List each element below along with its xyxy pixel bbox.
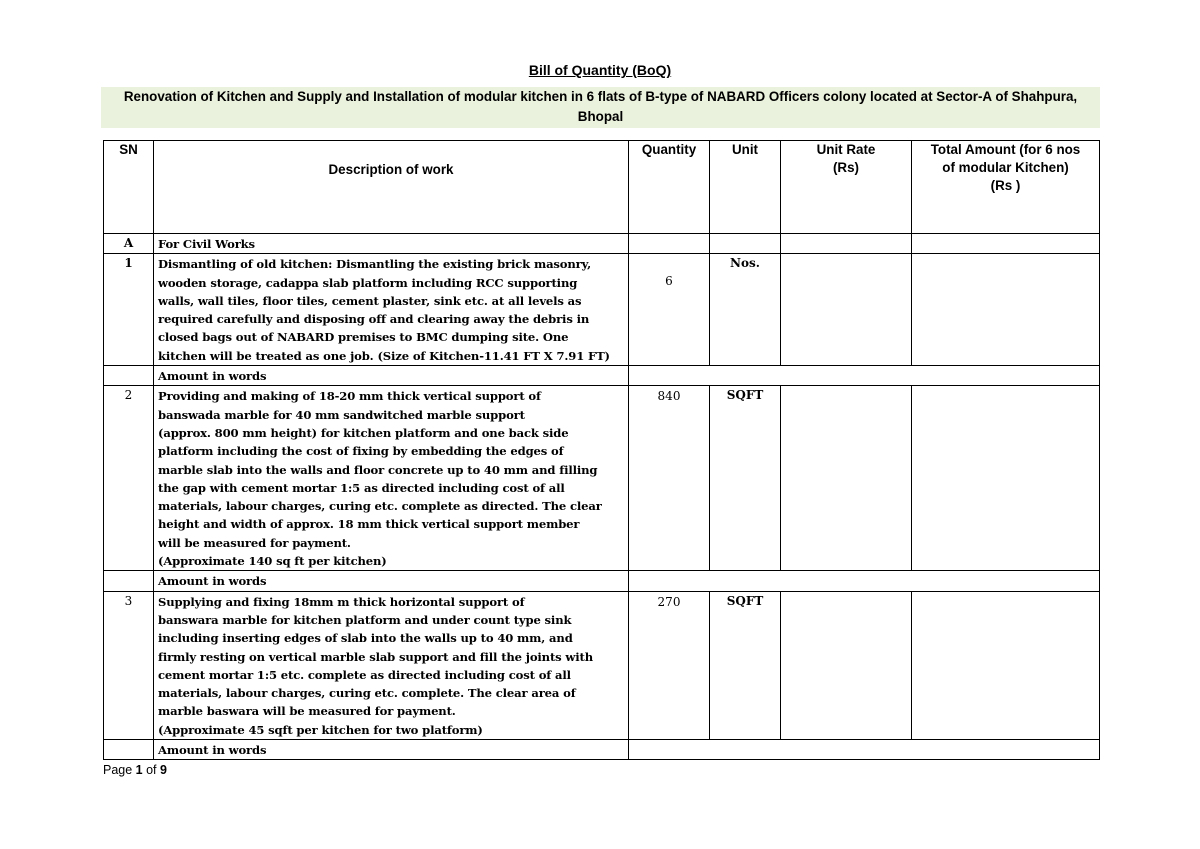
item-quantity: 270 bbox=[629, 591, 710, 739]
item-total-cell[interactable] bbox=[912, 386, 1100, 571]
item-sn: 2 bbox=[104, 386, 154, 571]
item-quantity: 6 bbox=[629, 254, 710, 366]
amount-in-words-cell[interactable] bbox=[629, 740, 1100, 760]
section-label: For Civil Works bbox=[154, 234, 629, 254]
amount-in-words-cell[interactable] bbox=[629, 571, 1100, 591]
desc-line: platform including the cost of fixing by embedding the edges of bbox=[158, 444, 564, 459]
item-total-cell[interactable] bbox=[912, 254, 1100, 366]
item-unit: SQFT bbox=[710, 591, 781, 739]
document-title: Bill of Quantity (BoQ) bbox=[528, 62, 672, 78]
header-total-amount bbox=[912, 141, 1100, 234]
table-row bbox=[104, 254, 1100, 366]
desc-line: materials, labour charges, curing etc. complete as directed. The clear bbox=[158, 499, 602, 514]
item-sn: 1 bbox=[104, 254, 154, 366]
item-quantity: 840 bbox=[629, 386, 710, 571]
desc-line: (Approximate 140 sq ft per kitchen) bbox=[158, 554, 387, 569]
desc-line: firmly resting on vertical marble slab support and fill the joints with bbox=[158, 649, 593, 664]
item-sn: 3 bbox=[104, 591, 154, 739]
amount-words-row bbox=[104, 366, 1100, 386]
section-row bbox=[104, 234, 1100, 254]
item-description bbox=[154, 386, 629, 571]
table-header-row bbox=[104, 141, 1100, 234]
desc-line: will be measured for payment. bbox=[158, 535, 351, 550]
amount-in-words-label: Amount in words bbox=[154, 740, 629, 760]
item-unit-rate-cell[interactable] bbox=[781, 254, 912, 366]
header-unit-rate-line1: Unit Rate bbox=[816, 142, 876, 157]
header-sn: SN bbox=[104, 141, 154, 234]
page-footer bbox=[103, 763, 167, 777]
amount-words-row bbox=[104, 571, 1100, 591]
desc-line: height and width of approx. 18 mm thick vertical support member bbox=[158, 517, 580, 532]
desc-line: banswada marble for 40 mm sandwitched marble support bbox=[158, 407, 525, 422]
footer-middle: of bbox=[142, 763, 160, 777]
item-description bbox=[154, 254, 629, 366]
header-total-line1: Total Amount (for 6 nos bbox=[930, 142, 1081, 157]
desc-line: Providing and making of 18-20 mm thick vertical support of bbox=[158, 389, 541, 404]
desc-line: marble slab into the walls and floor concrete up to 40 mm and filling bbox=[158, 462, 598, 477]
item-unit: SQFT bbox=[710, 386, 781, 571]
desc-line: walls, wall tiles, floor tiles, cement plaster, sink etc. at all levels as bbox=[158, 293, 582, 308]
desc-line: the gap with cement mortar 1:5 as directed including cost of all bbox=[158, 480, 565, 495]
item-description bbox=[154, 591, 629, 739]
amount-in-words-label: Amount in words bbox=[154, 366, 629, 386]
desc-line: Supplying and fixing 18mm m thick horizontal support of bbox=[158, 594, 525, 609]
section-sn: A bbox=[104, 234, 154, 254]
item-total-cell[interactable] bbox=[912, 591, 1100, 739]
desc-line: marble baswara will be measured for payment. bbox=[158, 704, 456, 719]
table-row bbox=[104, 591, 1100, 739]
item-unit-rate-cell[interactable] bbox=[781, 591, 912, 739]
desc-line: including inserting edges of slab into the walls up to 40 mm, and bbox=[158, 631, 573, 646]
desc-line: Dismantling of old kitchen: Dismantling the existing brick masonry, bbox=[158, 257, 591, 272]
amount-in-words-label: Amount in words bbox=[154, 571, 629, 591]
header-unit: Unit bbox=[710, 141, 781, 234]
header-total-line3: (Rs ) bbox=[990, 178, 1021, 193]
footer-page-number: 1 bbox=[135, 763, 143, 777]
desc-line: (approx. 800 mm height) for kitchen platform and one back side bbox=[158, 425, 569, 440]
header-unit-rate-line2: (Rs) bbox=[832, 160, 860, 175]
desc-line: wooden storage, cadappa slab platform including RCC supporting bbox=[158, 275, 578, 290]
item-unit-rate-cell[interactable] bbox=[781, 386, 912, 571]
desc-line: banswara marble for kitchen platform and under count type sink bbox=[158, 612, 572, 627]
desc-line: (Approximate 45 sqft per kitchen for two platform) bbox=[158, 722, 483, 737]
table-row bbox=[104, 386, 1100, 571]
desc-line: closed bags out of NABARD premises to BMC dumping site. One bbox=[158, 330, 569, 345]
header-unit-rate bbox=[781, 141, 912, 234]
desc-line: materials, labour charges, curing etc. complete. The clear area of bbox=[158, 686, 576, 701]
item-unit: Nos. bbox=[710, 254, 781, 366]
desc-line: required carefully and disposing off and clearing away the debris in bbox=[158, 312, 590, 327]
header-description: Description of work bbox=[154, 141, 629, 234]
boq-table bbox=[103, 140, 1100, 760]
amount-in-words-cell[interactable] bbox=[629, 366, 1100, 386]
work-subtitle: Renovation of Kitchen and Supply and Installation of modular kitchen in 6 flats of B-type of NABARD Officers colony located at Sector-A of Shahpura, Bhopal bbox=[101, 87, 1100, 128]
desc-line: kitchen will be treated as one job. (Size of Kitchen-11.41 FT X 7.91 FT) bbox=[158, 348, 610, 363]
desc-line: cement mortar 1:5 etc. complete as directed including cost of all bbox=[158, 667, 571, 682]
footer-page-total: 9 bbox=[160, 763, 167, 777]
amount-words-row bbox=[104, 740, 1100, 760]
header-quantity: Quantity bbox=[629, 141, 710, 234]
header-total-line2: of modular Kitchen) bbox=[942, 160, 1069, 175]
footer-prefix: Page bbox=[103, 763, 136, 777]
